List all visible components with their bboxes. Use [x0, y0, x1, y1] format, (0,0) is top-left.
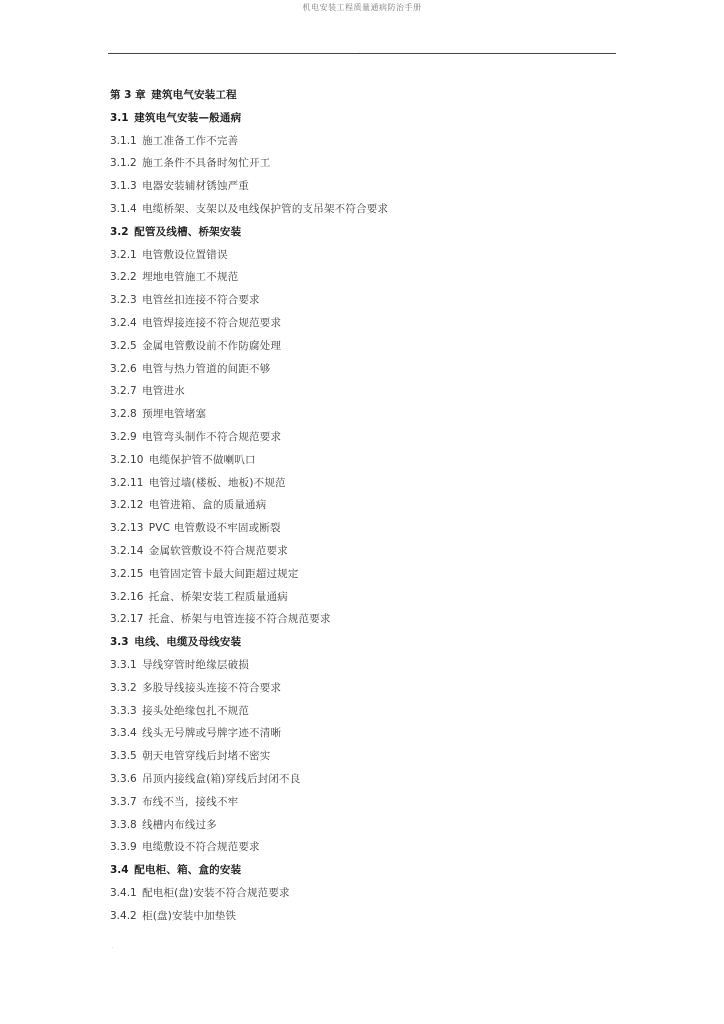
- toc-title: 电线、电缆及母线安装: [134, 636, 242, 649]
- toc-title: 电缆桥架、支架以及电线保护管的支吊架不符合要求: [142, 202, 389, 215]
- toc-item: [110, 700, 610, 723]
- toc-item: [110, 722, 610, 745]
- toc-title: 电管进水: [142, 385, 185, 398]
- toc-item: [110, 517, 610, 540]
- toc-item: [110, 130, 610, 153]
- toc-title: 托盒、桥架与电管连接不符合规范要求: [148, 613, 331, 626]
- toc-item: [110, 380, 610, 403]
- toc-section: [110, 859, 610, 882]
- toc-number: 3.2.2: [110, 271, 137, 284]
- toc-number: 3.1.2: [110, 157, 137, 170]
- toc-title: 导线穿管时绝缘层破损: [142, 658, 250, 671]
- toc-item: [110, 266, 610, 289]
- toc-item: [110, 882, 610, 905]
- toc-title: 施工准备工作不完善: [142, 134, 239, 147]
- toc-number: 3.2.1: [110, 248, 137, 261]
- toc-title: 电管丝扣连接不符合要求: [142, 294, 260, 307]
- toc-title: PVC 电管敷设不牢固或断裂: [148, 522, 281, 535]
- toc-title: 施工条件不具备时匆忙开工: [142, 157, 271, 170]
- toc-number: 3.4.1: [110, 886, 137, 899]
- toc-number: 3.2.10: [110, 453, 144, 466]
- toc-item: [110, 586, 610, 609]
- table-of-contents: [110, 84, 610, 927]
- toc-item: [110, 608, 610, 631]
- toc-number: 3.1.1: [110, 134, 137, 147]
- toc-number: 3.3: [110, 636, 129, 649]
- toc-item: [110, 677, 610, 700]
- toc-number: 3.3.6: [110, 772, 137, 785]
- toc-title: 线头无号牌或号牌字迹不清晰: [142, 727, 282, 740]
- toc-title: 电管进箱、盒的质量通病: [148, 499, 267, 512]
- toc-item: [110, 768, 610, 791]
- toc-item: [110, 494, 610, 517]
- toc-number: 3.2.5: [110, 339, 137, 352]
- toc-number: 3.3.2: [110, 681, 137, 694]
- toc-item: [110, 472, 610, 495]
- toc-number: 3.2.9: [110, 430, 137, 443]
- toc-item: [110, 403, 610, 426]
- toc-title: 朝天电管穿线后封堵不密实: [142, 750, 271, 763]
- toc-number: 3.4: [110, 864, 129, 877]
- footer-mark: .: [112, 944, 114, 950]
- toc-number: 3.3.5: [110, 750, 137, 763]
- toc-number: 3.1.4: [110, 202, 137, 215]
- toc-title: 电管焊接连接不符合规范要求: [142, 316, 282, 329]
- toc-title: 配电柜(盘)安装不符合规范要求: [142, 886, 290, 899]
- toc-item: [110, 358, 610, 381]
- toc-number: 第 3 章: [110, 89, 146, 101]
- toc-number: 3.3.4: [110, 727, 137, 740]
- toc-item: [110, 289, 610, 312]
- toc-number: 3.3.9: [110, 841, 137, 854]
- toc-item: [110, 312, 610, 335]
- toc-title: 吊顶内接线盒(箱)穿线后封闭不良: [142, 772, 301, 785]
- toc-item: [110, 745, 610, 768]
- toc-number: 3.2.16: [110, 590, 144, 603]
- toc-section: [110, 221, 610, 244]
- toc-number: 3.2.14: [110, 544, 144, 557]
- toc-item: [110, 175, 610, 198]
- toc-title: 建筑电气安装—般通病: [134, 111, 242, 124]
- toc-item: [110, 540, 610, 563]
- toc-title: 多股导线接头连接不符合要求: [142, 681, 282, 694]
- toc-number: 3.2.8: [110, 408, 137, 421]
- toc-title: 柜(盘)安装中加垫铁: [142, 909, 237, 922]
- toc-item: [110, 244, 610, 267]
- toc-number: 3.2.17: [110, 613, 144, 626]
- toc-section: [110, 631, 610, 654]
- toc-number: 3.2.11: [110, 476, 144, 489]
- toc-number: 3.2.7: [110, 385, 137, 398]
- toc-title: 预埋电管堵塞: [142, 408, 207, 421]
- toc-number: 3.3.3: [110, 704, 137, 717]
- toc-number: 3.3.1: [110, 658, 137, 671]
- running-header: 机电安装工程质量通病防治手册: [302, 3, 422, 12]
- toc-number: 3.2.12: [110, 499, 144, 512]
- toc-item: [110, 449, 610, 472]
- toc-title: 金属软管敷设不符合规范要求: [148, 544, 288, 557]
- toc-item: [110, 426, 610, 449]
- toc-title: 电管过墙(楼板、地板)不规范: [148, 476, 286, 489]
- toc-chapter: [110, 84, 610, 107]
- toc-title: 电器安装辅材锈蚀严重: [142, 180, 250, 193]
- toc-title: 金属电管敷设前不作防腐处理: [142, 339, 282, 352]
- toc-number: 3.2.15: [110, 567, 144, 580]
- toc-title: 埋地电管施工不规范: [142, 271, 239, 284]
- toc-item: [110, 836, 610, 859]
- header-rule: [108, 53, 616, 54]
- toc-item: [110, 152, 610, 175]
- toc-title: 线槽内布线过多: [142, 818, 217, 831]
- toc-title: 布线不当，接线不牢: [142, 795, 239, 808]
- toc-number: 3.2.4: [110, 316, 137, 329]
- toc-number: 3.4.2: [110, 909, 137, 922]
- toc-title: 电管敷设位置错误: [142, 248, 228, 261]
- toc-title: 接头处绝缘包扎不规范: [142, 704, 250, 717]
- toc-title: 电管固定管卡最大间距超过规定: [148, 567, 299, 580]
- toc-title: 托盒、桥架安装工程质量通病: [148, 590, 288, 603]
- toc-number: 3.1: [110, 111, 129, 124]
- toc-title: 配电柜、箱、盒的安装: [134, 864, 242, 877]
- toc-number: 3.2.13: [110, 522, 144, 535]
- toc-title: 电缆敷设不符合规范要求: [142, 841, 260, 854]
- toc-number: 3.2.6: [110, 362, 137, 375]
- toc-item: [110, 905, 610, 928]
- toc-title: 电缆保护管不做喇叭口: [148, 453, 256, 466]
- toc-number: 3.1.3: [110, 180, 137, 193]
- toc-title: 电管弯头制作不符合规范要求: [142, 430, 282, 443]
- toc-item: [110, 198, 610, 221]
- toc-item: [110, 563, 610, 586]
- toc-title: 配管及线槽、桥架安装: [134, 225, 242, 238]
- toc-title: 电管与热力管道的间距不够: [142, 362, 271, 375]
- toc-number: 3.2.3: [110, 294, 137, 307]
- toc-number: 3.3.8: [110, 818, 137, 831]
- header-mark: .: [359, 49, 361, 54]
- toc-item: [110, 814, 610, 837]
- toc-section: [110, 107, 610, 130]
- toc-number: 3.3.7: [110, 795, 137, 808]
- toc-title: 建筑电气安装工程: [151, 89, 237, 101]
- toc-item: [110, 335, 610, 358]
- toc-number: 3.2: [110, 225, 129, 238]
- toc-item: [110, 791, 610, 814]
- toc-item: [110, 654, 610, 677]
